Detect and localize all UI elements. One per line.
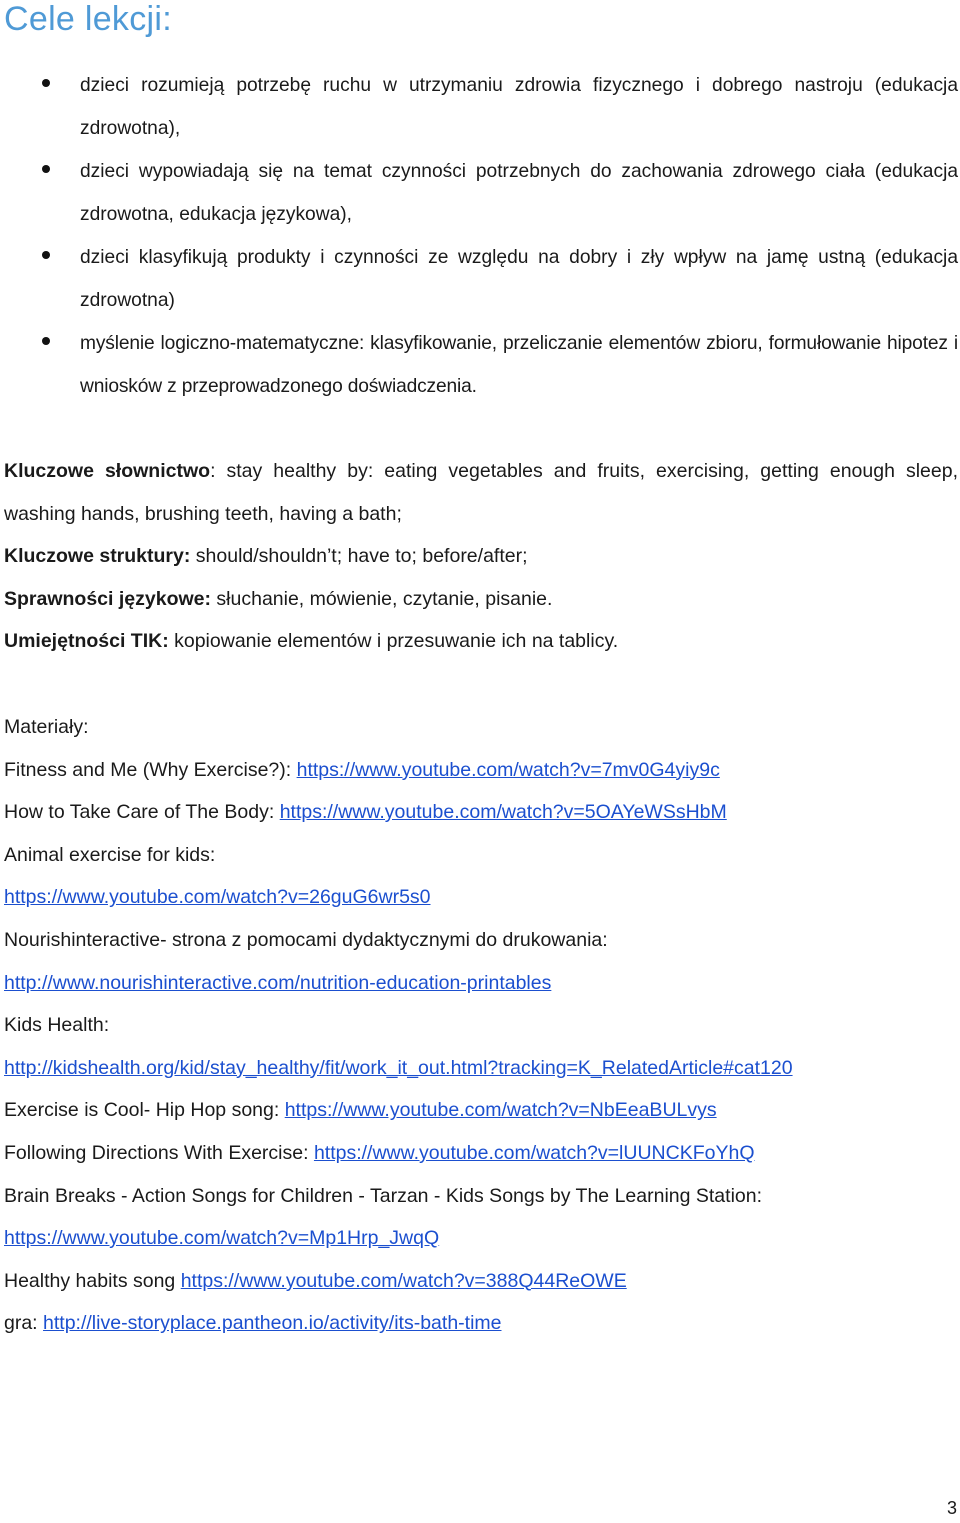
material-directions [4,1132,958,1175]
material-link[interactable]: https://www.youtube.com/watch?v=lUUNCKFoYhQ [313,1141,755,1164]
ict-skills-text: kopiowanie elementów i przesuwanie ich na tablicy. [168,630,619,653]
page-title: Cele lekcji: [4,0,172,38]
material-nourish-label: Nourishinteractive- strona z pomocami dydaktycznymi do drukowania: [4,928,608,951]
bullet-icon [42,337,50,345]
materials-heading: Materiały: [4,716,89,738]
material-link[interactable]: https://www.youtube.com/watch?v=388Q44ReOWE [180,1269,627,1292]
goal-text: myślenie logiczno-matematyczne: klasyfikowanie, przeliczanie elementów zbioru, formułowanie hipotez i wniosków z przeprowadzonego doświadczenia. [80,333,958,397]
language-skills [4,578,958,621]
material-link[interactable]: http://live-storyplace.pantheon.io/activity/its-bath-time [43,1312,502,1335]
goal-text: dzieci klasyfikują produkty i czynności ze względu na dobry i zły wpływ na jamę ustną (edukacja zdrowotna) [80,247,958,311]
material-habits [4,1260,958,1303]
language-skills-text: słuchanie, mówienie, czytanie, pisanie. [211,587,553,610]
key-vocabulary-label: Kluczowe słownictwo [4,460,211,482]
materials-section [4,706,958,1345]
goal-text: dzieci wypowiadają się na temat czynności potrzebnych do zachowania zdrowego ciała (edukacja zdrowotna, edukacja językowa), [80,161,958,225]
material-link[interactable]: https://www.youtube.com/watch?v=NbEeaBULvys [284,1099,717,1122]
material-hiphop [4,1089,958,1132]
material-label: How to Take Care of The Body: [4,801,280,824]
bullet-icon [42,251,50,259]
goal-item [0,64,960,150]
material-link[interactable]: https://www.youtube.com/watch?v=7mv0G4yiy9c [296,758,720,781]
material-animal-label: Animal exercise for kids: [4,843,216,866]
key-structures-text: should/shouldn’t; have to; before/after; [190,545,528,568]
goal-item [0,150,960,236]
page-number: 3 [946,1498,957,1518]
material-label: gra: [4,1312,44,1335]
language-skills-label: Sprawności językowe: [4,587,211,610]
material-link[interactable]: https://www.youtube.com/watch?v=Mp1Hrp_JwqQ [4,1227,440,1250]
material-animal [4,876,958,919]
material-fitness [4,749,958,792]
material-label: Exercise is Cool- Hip Hop song: [4,1099,285,1122]
lesson-goals-list [0,64,960,408]
key-vocabulary [4,450,958,535]
goal-item [0,236,960,322]
material-link[interactable]: http://kidshealth.org/kid/stay_healthy/fit/work_it_out.html?tracking=K_RelatedArticle#cat120 [4,1056,793,1079]
material-kids [4,1047,958,1090]
material-label: Healthy habits song [4,1269,181,1292]
material-kids-label: Kids Health: [4,1014,110,1037]
material-brain-label: Brain Breaks - Action Songs for Children - Tarzan - Kids Songs by The Learning Station: [4,1184,763,1207]
key-structures [4,535,958,578]
goal-item [0,322,960,408]
material-game [4,1302,958,1345]
goal-text: dzieci rozumieją potrzebę ruchu w utrzymaniu zdrowia fizycznego i dobrego nastroju (edukacja zdrowotna), [80,75,958,139]
material-link[interactable]: https://www.youtube.com/watch?v=5OAYeWSsHbM [279,801,727,824]
material-link[interactable]: http://www.nourishinteractive.com/nutrition-education-printables [4,971,552,994]
material-link[interactable]: https://www.youtube.com/watch?v=26guG6wr5s0 [4,886,431,909]
material-brain [4,1217,958,1260]
ict-skills-label: Umiejętności TIK: [4,630,169,653]
bullet-icon [42,79,50,87]
material-label: Following Directions With Exercise: [4,1141,314,1164]
material-nourish [4,962,958,1005]
key-vocabulary-text: : stay healthy by: eating vegetables and fruits, exercising, getting enough sleep, washing hands, brushing teeth, having a bath; [4,460,959,525]
lesson-keys-section [4,450,958,663]
material-body [4,791,958,834]
ict-skills [4,620,958,663]
bullet-icon [42,165,50,173]
key-structures-label: Kluczowe struktury: [4,545,191,568]
material-label: Fitness and Me (Why Exercise?): [4,758,297,781]
